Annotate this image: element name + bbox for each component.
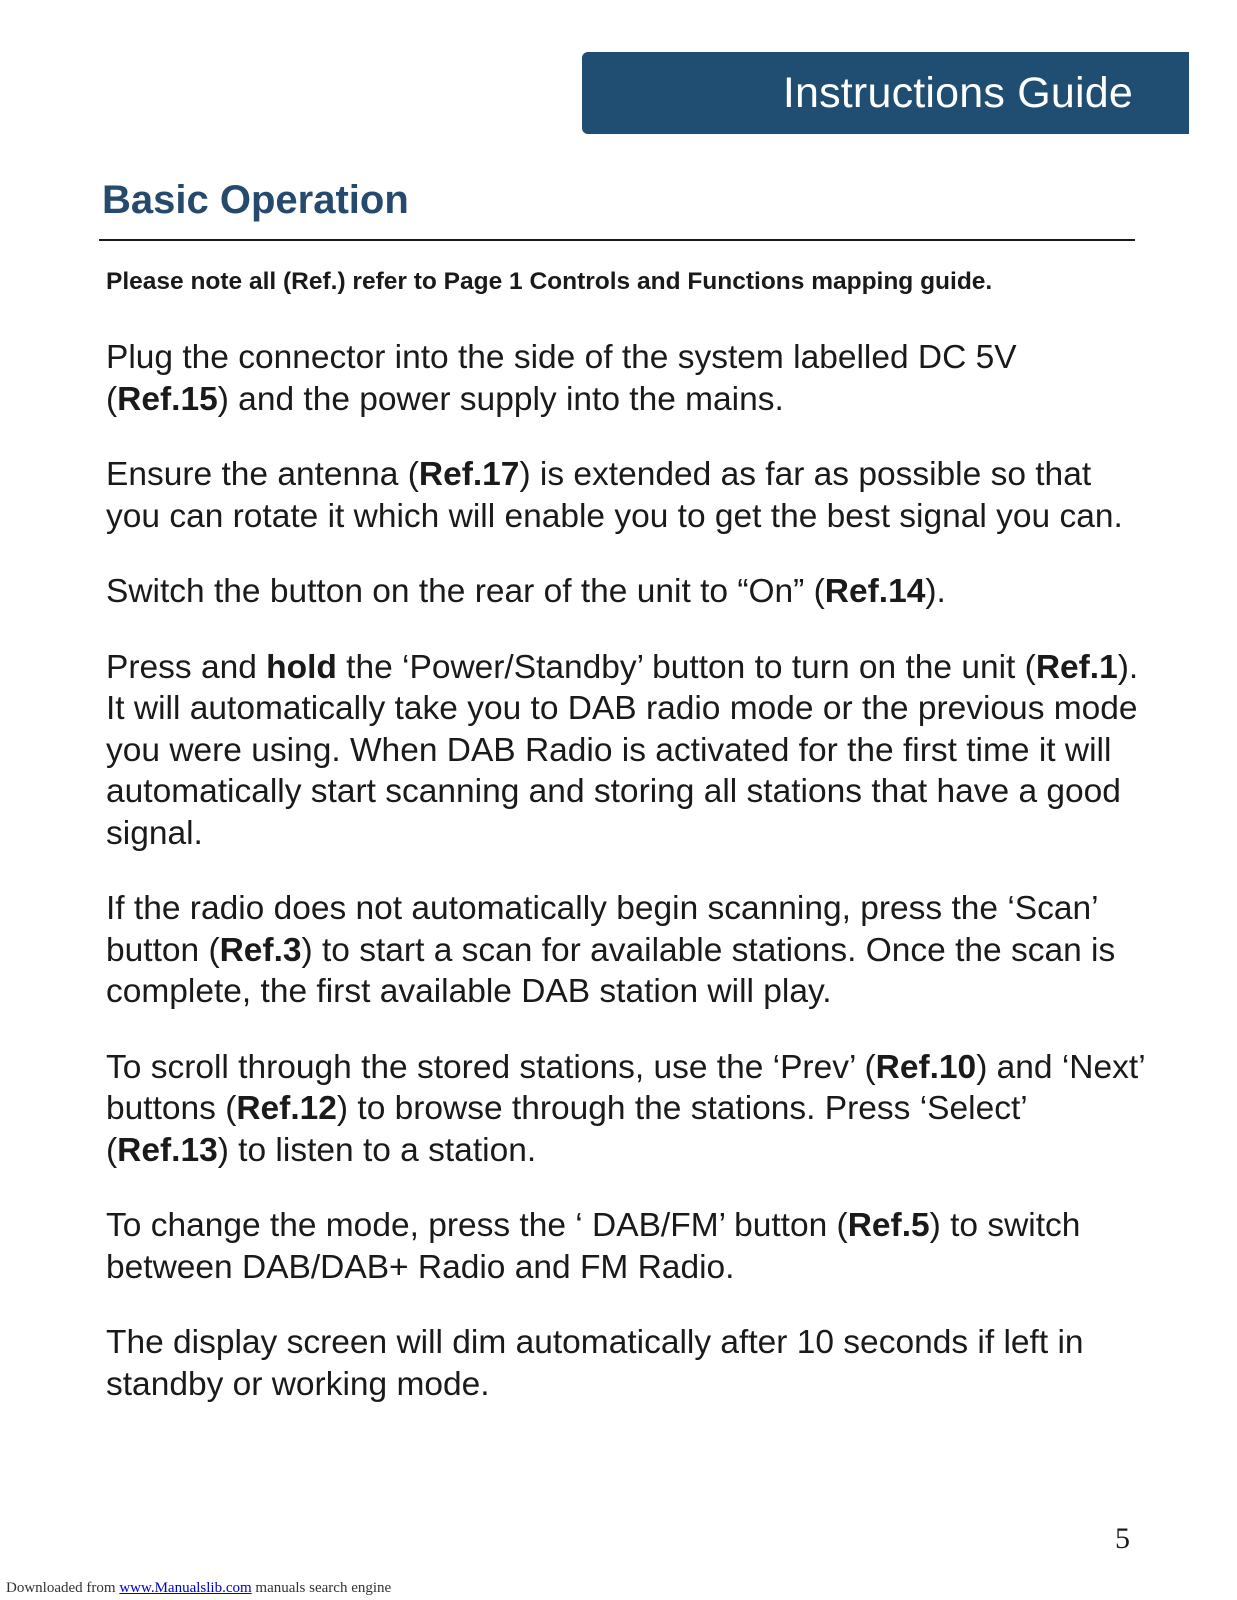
emphasis: hold xyxy=(266,648,337,686)
text: ). xyxy=(925,573,946,610)
ref-label: Ref.14 xyxy=(824,573,926,610)
footer-suffix: manuals search engine xyxy=(251,1580,392,1596)
ref-label: Ref.12 xyxy=(236,1090,337,1127)
ref-label: Ref.1 xyxy=(1035,648,1118,686)
paragraph-scan xyxy=(106,888,1146,1013)
paragraph-browse-stations xyxy=(106,1047,1146,1172)
text: ) to start a scan for available stations. Once the scan is complete, the first available DAB station will play. xyxy=(106,931,1116,1010)
text: the ‘Power/Standby’ button to turn on the unit ( xyxy=(336,648,1036,686)
paragraph-display-dim xyxy=(106,1322,1146,1405)
paragraph-antenna xyxy=(106,454,1146,537)
ref-label: Ref.3 xyxy=(219,931,302,969)
text: ). It will automatically take you to DAB radio mode or the previous mode you were using. When DAB Radio is activated for the first time it will automatically start scanning and storing all stations that have a good signal. xyxy=(106,648,1139,852)
paragraph-power-standby xyxy=(106,647,1146,855)
text: ) to switch between DAB/DAB+ Radio and FM Radio. xyxy=(106,1207,1081,1286)
text: Ensure the antenna ( xyxy=(106,456,419,493)
text: ) is extended as far as possible so that you can rotate it which will enable you to get the best signal you can. xyxy=(106,456,1123,535)
header-band xyxy=(582,52,1189,134)
paragraph-change-mode xyxy=(106,1205,1146,1288)
reference-note: Please note all (Ref.) refer to Page 1 Controls and Functions mapping guide. xyxy=(106,268,993,295)
manualslib-link[interactable]: www.Manualslib.com xyxy=(119,1580,252,1596)
section-divider xyxy=(99,239,1135,241)
text: To change the mode, press the ‘ DAB/FM’ button ( xyxy=(106,1207,848,1244)
instructions-body xyxy=(106,337,1146,1439)
text: To scroll through the stored stations, use the ‘Prev’ ( xyxy=(106,1048,876,1086)
ref-label: Ref.15 xyxy=(117,380,218,418)
ref-label: Ref.5 xyxy=(847,1207,930,1244)
text: Press and xyxy=(106,648,267,686)
text: Switch the button on the rear of the unit to “On” ( xyxy=(106,573,825,610)
header-title: Instructions Guide xyxy=(782,68,1133,117)
ref-label: Ref.17 xyxy=(418,456,520,493)
text: If the radio does not automatically begin scanning, press the ‘Scan’ button ( xyxy=(106,890,1098,969)
text: ) to listen to a station. xyxy=(217,1131,537,1169)
text: ) and the power supply into the mains. xyxy=(217,380,784,418)
download-footer xyxy=(6,1580,391,1597)
text: Plug the connector into the side of the system labelled DC 5V ( xyxy=(106,339,1017,418)
paragraph-rear-switch xyxy=(106,571,1146,613)
text: ) and ‘Next’ buttons ( xyxy=(106,1048,1145,1127)
page-number: 5 xyxy=(1115,1522,1130,1555)
section-title: Basic Operation xyxy=(102,178,409,222)
footer-prefix: Downloaded from xyxy=(6,1580,120,1596)
text: The display screen will dim automatically after 10 seconds if left in standby or working mode. xyxy=(106,1324,1084,1403)
paragraph-power-connector xyxy=(106,337,1146,420)
ref-label: Ref.10 xyxy=(875,1048,977,1086)
text: ) to browse through the stations. Press ‘Select’ ( xyxy=(106,1090,1027,1169)
ref-label: Ref.13 xyxy=(117,1131,218,1169)
